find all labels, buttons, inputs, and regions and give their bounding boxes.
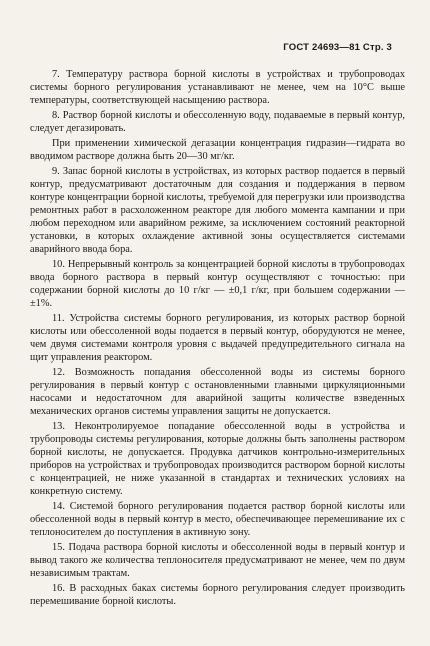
paragraph-15: 15. Подача раствора борной кислоты и обессоленной воды в первый контур и вывод такого же количества теплоносителя предусматривают не менее, чем по двум независимым трактам. <box>30 542 405 579</box>
paragraph-16: 16. В расходных баках системы борного регулирования следует производить перемешивание борной кислоты. <box>30 583 405 607</box>
paragraph-14: 14. Системой борного регулирования подается раствор борной кислоты или обессоленной воды в первый контур в место, обеспечивающее перемешивание их с теплоносителем до поступления в активную зону. <box>30 501 405 538</box>
paragraph-11: 11. Устройства системы борного регулирования, из которых раствор борной кислоты или обессоленной воды подается в первый контур, оборудуются не менее, чем двумя системами контроля уровня с выдачей предупредительного сигнала на щит управления реактором. <box>30 313 405 363</box>
paragraph-12: 12. Возможность попадания обессоленной воды из системы борного регулирования в первый контур с остановленными главными циркуляционными насосами и недостаточном для аварийной защиты количестве взведенных механических органов системы управления защиты не допускается. <box>30 367 405 417</box>
document-body <box>30 68 405 610</box>
paragraph-13: 13. Неконтролируемое попадание обессоленной воды в устройства и трубопроводы системы регулирования, которые должны быть заполнены раствором борной кислоты, не допускается. Продувка датчиков контрольно-измерительных приборов на устройствах и трубопроводах производится раствором борной кислоты с концентрацией, не ниже указанной в стандартах и технических условиях на конкретную систему. <box>30 421 405 497</box>
paragraph-10: 10. Непрерывный контроль за концентрацией борной кислоты в трубопроводах ввода борного раствора в первый контур осуществляют с точностью: при содержании борной кислоты до 10 г/кг — ±0,1 г/кг, при большем содержании — ±1%. <box>30 259 405 309</box>
paragraph-8: 8. Раствор борной кислоты и обессоленную воду, подаваемые в первый контур, следует дегазировать. <box>30 110 405 134</box>
paragraph-8-note: При применении химической дегазации концентрация гидразин—гидрата во вводимом растворе должна быть 20—30 мг/кг. <box>30 138 405 162</box>
paragraph-7: 7. Температуру раствора борной кислоты в устройствах и трубопроводах системы борного регулирования устанавливают не менее, чем на 10°С выше температуры, соответствующей насыщению раствора. <box>30 69 405 106</box>
page-header: ГОСТ 24693—81 Стр. 3 <box>283 42 392 53</box>
paragraph-9: 9. Запас борной кислоты в устройствах, из которых раствор подается в первый контур, предусматривают достаточным для создания и поддержания в первом контуре концентрации борной кислоты, требуемой для перегрузки или производства ремонтных работ в расхоложенном реакторе для любого момента кампании и при любом переходном или аварийном режиме, за исключением состояний реакторной установки, в которых охлаждение активной зоны осуществляется системами аварийного ввода бора. <box>30 166 405 255</box>
